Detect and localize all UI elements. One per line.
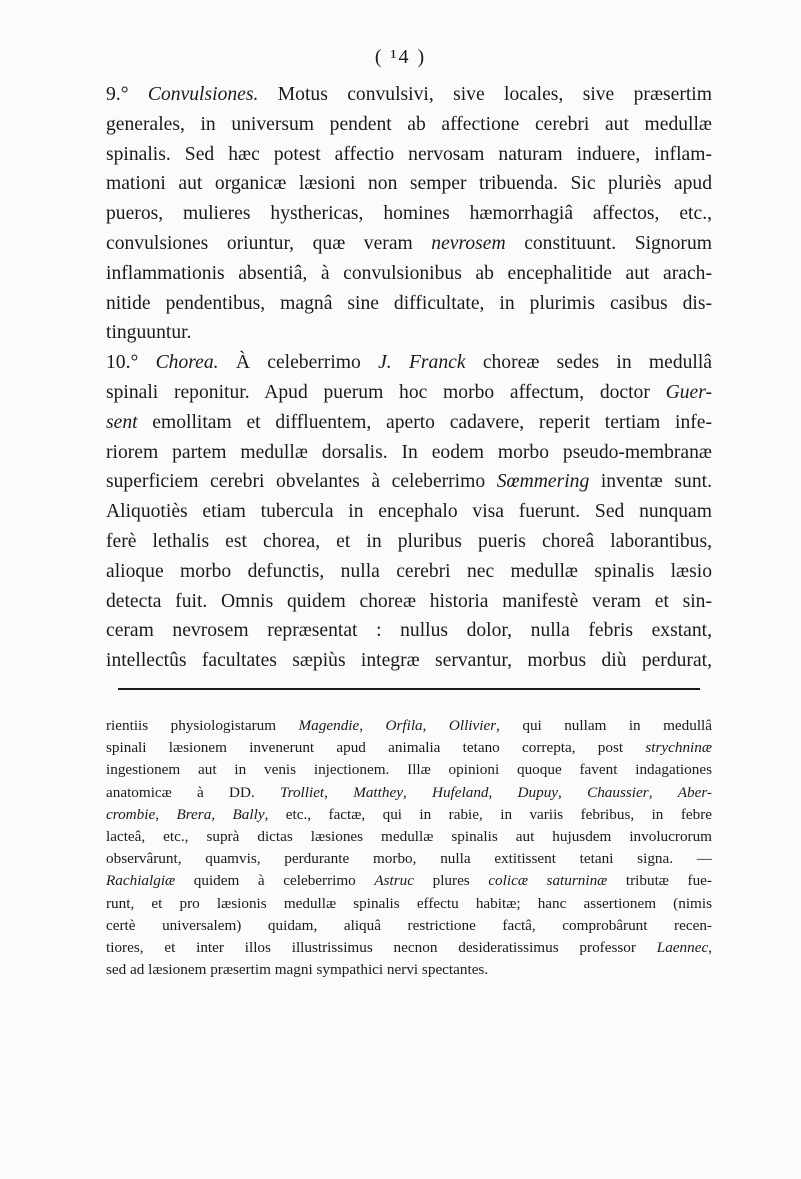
text-run: observârunt, quamvis, perdurante morbo, nulla extitissent tetani signa. — [106, 850, 712, 868]
text-line [106, 229, 712, 259]
italic-text: Aber- [677, 783, 712, 801]
text-run: , [422, 717, 449, 734]
text-run: tributæ fue- [607, 872, 712, 890]
text-run: spinalis. Sed hæc potest affectio nervosam naturam induere, inflam- [106, 143, 712, 165]
italic-text: nevrosem [431, 232, 506, 254]
italic-text: Magendie [298, 717, 360, 734]
footnote-line [106, 848, 712, 870]
text-run: , qui nullam in medullâ [496, 717, 712, 734]
footnote-line [106, 804, 712, 826]
text-run: ferè lethalis est chorea, et in pluribus pueris choreâ laborantibus, [106, 530, 712, 552]
text-run: , [402, 783, 432, 801]
text-run: , [155, 805, 177, 823]
text-run: ingestionem aut in venis injectionem. Illæ opinioni quoque favent indagationes [106, 761, 712, 779]
text-run: spinali læsionem invenerunt apud animalia tetano correpta, post [106, 739, 646, 757]
text-run: emollitam et diffluentem, aperto cadavere, reperit tertiam infe- [137, 411, 712, 433]
text-run: , etc., factæ, qui in rabie, in variis febribus, in febre [264, 805, 713, 823]
text-run: inflammationis absentiâ, à convulsionibus ab encephalitide aut arach- [106, 262, 712, 284]
italic-text: sent [106, 411, 138, 433]
text-run: detecta fuit. Omnis quidem choreæ historia manifestè veram et sin- [106, 590, 712, 612]
text-line [106, 318, 712, 348]
text-run: generales, in universum pendent ab affectione cerebri aut medullæ [106, 113, 712, 135]
text-run: pueros, mulieres hysthericas, homines hæmorrhagiâ affectos, etc., [106, 203, 712, 225]
text-line [106, 616, 712, 646]
italic-text: crombie [106, 805, 156, 823]
text-run: convulsiones oriuntur, quæ veram [106, 232, 432, 254]
footnote-line [106, 915, 712, 937]
text-run: sed ad læsionem præsertim magni sympathici nervi spectantes. [106, 961, 489, 979]
text-line [106, 140, 712, 170]
text-run: superficiem cerebri obvelantes à celeberrimo [106, 471, 497, 493]
text-line [106, 408, 712, 438]
italic-text: colicæ saturninæ [488, 872, 608, 890]
paragraph-p9 [106, 80, 712, 348]
text-line [106, 527, 712, 557]
paragraph-p10 [106, 348, 712, 676]
italic-text: J. Franck [378, 352, 466, 374]
footnote-line [106, 937, 712, 959]
text-run: 9.° [106, 84, 148, 105]
text-run: 10.° [106, 352, 156, 374]
text-run: plures [414, 872, 489, 890]
text-run: mationi aut organicæ læsioni non semper tribuenda. Sic pluriès apud [106, 173, 712, 195]
text-run: , [488, 783, 518, 801]
footnote-line [106, 826, 712, 848]
text-run: lacteâ, etc., suprà dictas læsiones medullæ spinalis aut hujusdem involucrorum [106, 828, 712, 846]
italic-text: Convulsiones. [147, 84, 259, 105]
text-run: , [359, 717, 386, 734]
text-line [106, 259, 712, 289]
text-run: tiores, et inter illos illustrissimus necnon desideratissimus professor [106, 939, 657, 957]
footnote-line [106, 959, 712, 981]
text-run: intellectûs facultates sæpiùs integræ servantur, morbus diù perdurat, [106, 650, 712, 672]
text-run: runt, et pro læsionis medullæ spinalis effectu habitæ; hanc assertionem (nimis [106, 894, 712, 912]
text-run: constituunt. Signorum [505, 232, 712, 254]
italic-text: Trolliet [279, 783, 325, 801]
italic-text: Hufeland [431, 783, 489, 801]
footnote-line [106, 782, 712, 804]
italic-text: Guer- [665, 381, 712, 403]
italic-text: Bally [232, 805, 265, 823]
text-run: nitide pendentibus, magnâ sine difficultate, in plurimis casibus dis- [106, 292, 712, 314]
footnote-line [106, 893, 712, 915]
text-run: riorem partem medullæ dorsalis. In eodem morbo pseudo-membranæ [106, 441, 712, 463]
italic-text: Astruc [374, 872, 415, 890]
page-number: ( ¹4 ) [374, 46, 427, 68]
text-run: Motus convulsivi, sive locales, sive præsertim [258, 84, 712, 105]
text-run: , [648, 783, 678, 801]
text-line [106, 169, 712, 199]
italic-text: Dupuy [517, 783, 559, 801]
footnote-line [106, 715, 712, 737]
text-line [106, 646, 712, 676]
text-run: , [211, 805, 233, 823]
footnote-line [106, 737, 712, 759]
text-run: , [324, 783, 354, 801]
italic-text: strychninæ [645, 739, 712, 757]
italic-text: Brera [176, 805, 212, 823]
text-run: Aliquotiès etiam tubercula in encephalo visa fuerunt. Sed nunquam [106, 501, 712, 523]
text-line [106, 289, 712, 319]
text-run: certè universalem) quidam, aliquâ restrictione factâ, comprobârunt recen- [106, 916, 712, 934]
italic-text: Sœmmering [496, 471, 590, 493]
italic-text: Rachialgiæ [106, 872, 176, 890]
footnote-divider [118, 688, 700, 690]
text-line [106, 110, 712, 140]
text-run: ceram nevrosem repræsentat : nullus dolor, nulla febris exstant, [106, 620, 712, 642]
text-run: tinguuntur. [106, 322, 192, 344]
italic-text: Ollivier [448, 717, 497, 734]
text-run: anatomicæ à DD. [106, 783, 280, 801]
text-line [106, 438, 712, 468]
text-run: inventæ sunt. [589, 471, 712, 493]
text-run: spinali reponitur. Apud puerum hoc morbo affectum, doctor [106, 381, 666, 403]
footnote-line [106, 759, 712, 781]
text-run: rientiis physiologistarum [106, 717, 299, 734]
main-text [106, 80, 712, 676]
italic-text: Orfila [385, 717, 423, 734]
text-line [106, 199, 712, 229]
text-line [106, 378, 712, 408]
text-line [106, 467, 712, 497]
italic-text: Chorea. [155, 352, 219, 374]
text-run: , [558, 783, 588, 801]
text-run: quidem à celeberrimo [175, 872, 375, 890]
footnote [106, 715, 712, 981]
text-line [106, 80, 712, 110]
text-run: À celeberrimo [218, 352, 379, 374]
text-run: choreæ sedes in medullâ [465, 352, 713, 374]
footnote-line [106, 870, 712, 892]
text-line [106, 348, 712, 378]
text-line [106, 497, 712, 527]
text-run: , [708, 939, 712, 957]
text-run: alioque morbo defunctis, nulla cerebri nec medullæ spinalis læsio [106, 560, 712, 582]
text-line [106, 557, 712, 587]
italic-text: Chaussier [587, 783, 649, 801]
italic-text: Laennec [656, 939, 709, 957]
italic-text: Matthey [353, 783, 403, 801]
text-line [106, 587, 712, 617]
